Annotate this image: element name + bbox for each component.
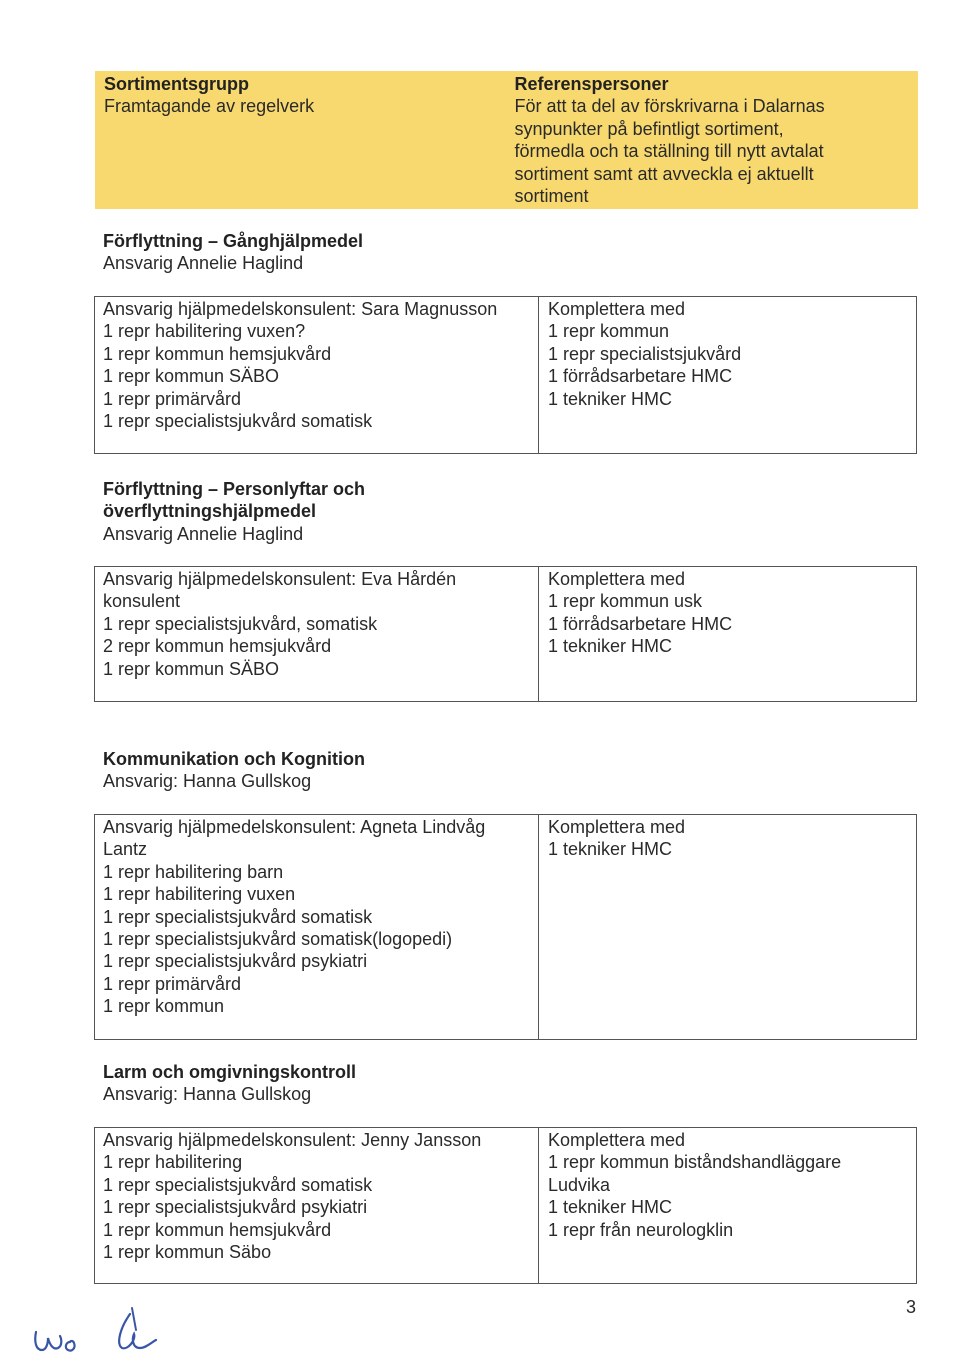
- members-cell: [95, 567, 539, 701]
- section-title: Kommunikation och Kognition: [103, 749, 365, 769]
- header-right-title: Referenspersoner: [514, 74, 669, 94]
- member-line: Ansvarig hjälpmedelskonsulent: Agneta Lindvåg: [103, 817, 486, 837]
- member-line: 1 repr kommun: [103, 996, 225, 1017]
- section-table: [94, 1127, 917, 1284]
- header-right-line: För att ta del av förskrivarna i Dalarnas: [514, 96, 825, 117]
- member-line: 1 repr specialistsjukvård somatisk: [103, 411, 373, 432]
- member-line: 1 repr kommun hemsjukvård: [103, 1219, 332, 1240]
- header-left-title: Sortimentsgrupp: [104, 74, 250, 94]
- member-line: Lantz: [103, 839, 148, 860]
- member-line: 1 repr habilitering vuxen?: [103, 321, 306, 342]
- section-table: [94, 814, 917, 1040]
- member-line: 1 repr kommun Säbo: [103, 1242, 272, 1263]
- section-title: Förflyttning – Gånghjälpmedel: [103, 231, 364, 251]
- header-left: [95, 71, 507, 209]
- header-right-line: sortiment: [514, 186, 589, 207]
- complement-cell: [539, 815, 916, 1039]
- section-responsible: Ansvarig: Hanna Gullskog: [103, 1084, 312, 1105]
- member-line: 1 repr specialistsjukvård somatisk: [103, 1174, 373, 1195]
- complement-cell: [539, 297, 916, 453]
- complement-line: Komplettera med: [548, 299, 686, 319]
- member-line: 1 repr habilitering barn: [103, 861, 284, 882]
- member-line: 1 repr habilitering: [103, 1152, 243, 1173]
- member-line: Ansvarig hjälpmedelskonsulent: Eva Hårdén: [103, 569, 457, 589]
- complement-line: 1 repr från neurologklin: [548, 1219, 734, 1240]
- member-line: 1 repr specialistsjukvård somatisk(logopedi): [103, 929, 453, 950]
- section-title: Förflyttning – Personlyftar och: [103, 479, 366, 499]
- header-right-line: sortiment samt att avveckla ej aktuellt: [514, 163, 814, 184]
- section-table: [94, 566, 917, 702]
- member-line: 2 repr kommun hemsjukvård: [103, 636, 332, 657]
- initials-stroke: [119, 1314, 156, 1348]
- section-responsible: Ansvarig: Hanna Gullskog: [103, 771, 312, 792]
- initials-stroke: [35, 1332, 61, 1350]
- member-line: 1 repr specialistsjukvård psykiatri: [103, 1197, 368, 1218]
- member-line: 1 repr primärvård: [103, 973, 242, 994]
- complement-line: Komplettera med: [548, 1130, 686, 1150]
- complement-line: Komplettera med: [548, 817, 686, 837]
- complement-line: 1 tekniker HMC: [548, 1197, 673, 1218]
- members-cell: [95, 815, 539, 1039]
- member-line: Ansvarig hjälpmedelskonsulent: Sara Magnusson: [103, 299, 498, 319]
- member-line: 1 repr kommun SÄBO: [103, 366, 280, 387]
- member-line: 1 repr kommun SÄBO: [103, 658, 280, 679]
- member-line: 1 repr habilitering vuxen: [103, 884, 296, 905]
- initials-stroke: [66, 1341, 75, 1351]
- complement-line: 1 tekniker HMC: [548, 636, 673, 657]
- section-title: Larm och omgivningskontroll: [103, 1062, 357, 1082]
- complement-line: 1 repr specialistsjukvård: [548, 343, 742, 364]
- member-line: konsulent: [103, 591, 181, 612]
- header-right: [507, 71, 919, 209]
- member-line: 1 repr kommun hemsjukvård: [103, 343, 332, 364]
- members-cell: [95, 297, 539, 453]
- page-number: 3: [906, 1297, 917, 1317]
- header-left-text: Framtagande av regelverk: [104, 96, 315, 117]
- section-heading: [103, 478, 365, 545]
- member-line: 1 repr primärvård: [103, 388, 242, 409]
- header-right-line: synpunkter på befintligt sortiment,: [514, 118, 784, 139]
- complement-line: 1 repr kommun: [548, 321, 670, 342]
- complement-line: 1 förrådsarbetare HMC: [548, 366, 733, 387]
- header-right-line: förmedla och ta ställning till nytt avtalat: [514, 141, 824, 162]
- member-line: 1 repr specialistsjukvård, somatisk: [103, 613, 378, 634]
- section-title: överflyttningshjälpmedel: [103, 501, 317, 522]
- section-heading: [103, 230, 363, 275]
- initials-stroke: [132, 1308, 136, 1330]
- section-responsible: Ansvarig Annelie Haglind: [103, 523, 304, 544]
- complement-cell: [539, 567, 916, 701]
- complement-line: 1 tekniker HMC: [548, 839, 673, 860]
- complement-cell: [539, 1128, 916, 1283]
- complement-line: Ludvika: [548, 1174, 611, 1195]
- handwritten-initials: [28, 1300, 168, 1358]
- complement-line: 1 förrådsarbetare HMC: [548, 613, 733, 634]
- complement-line: 1 tekniker HMC: [548, 388, 673, 409]
- member-line: Ansvarig hjälpmedelskonsulent: Jenny Jansson: [103, 1130, 482, 1150]
- members-cell: [95, 1128, 539, 1283]
- member-line: 1 repr specialistsjukvård psykiatri: [103, 951, 368, 972]
- section-heading: [103, 748, 365, 793]
- header-band: [95, 71, 918, 209]
- section-heading: [103, 1061, 356, 1106]
- complement-line: Komplettera med: [548, 569, 686, 589]
- section-table: [94, 296, 917, 454]
- member-line: 1 repr specialistsjukvård somatisk: [103, 906, 373, 927]
- complement-line: 1 repr kommun usk: [548, 591, 703, 612]
- section-responsible: Ansvarig Annelie Haglind: [103, 253, 304, 274]
- complement-line: 1 repr kommun biståndshandläggare: [548, 1152, 842, 1173]
